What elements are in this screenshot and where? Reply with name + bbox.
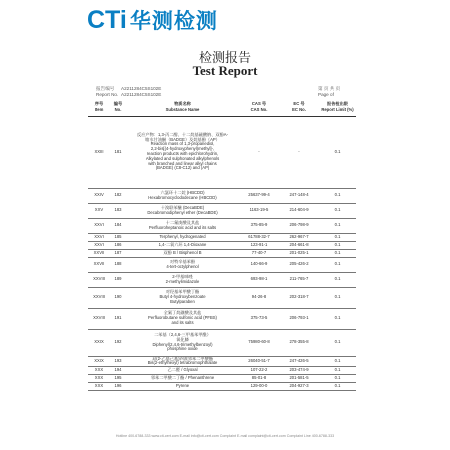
table-row bbox=[88, 329, 356, 356]
number-cell: 196 bbox=[110, 383, 126, 391]
cas-cell: 140-66-9 bbox=[239, 257, 279, 272]
limit-cell: 0.1 bbox=[319, 249, 356, 257]
substance-line: with branched and linear alkyl chains bbox=[148, 160, 217, 166]
substance-line: Perfluorobutane sulfonic acid (PFBS) bbox=[148, 315, 217, 321]
substance-cell bbox=[126, 287, 239, 308]
ec-cell: 262-967-7 bbox=[279, 233, 319, 241]
table-header-row bbox=[88, 98, 356, 116]
cas-cell: 75980-60-8 bbox=[239, 329, 279, 356]
item-cell: XXVIII bbox=[88, 272, 110, 287]
item-cell: XXVIII bbox=[88, 287, 110, 308]
substance-line: Reaction mass of 1,3-propanediol, bbox=[150, 141, 215, 147]
substance-line: Terphenyl, hydrogenated bbox=[159, 233, 206, 239]
page-number-block bbox=[318, 86, 340, 97]
page-label-cn: 第 页 bbox=[318, 86, 329, 91]
limit-cell: 0.1 bbox=[319, 375, 356, 383]
item-cell: XXVII bbox=[88, 249, 110, 257]
substance-line: Bis(2-ethylhexyl) tetrabromophthalate bbox=[147, 360, 218, 366]
table-row bbox=[88, 203, 356, 218]
number-cell: 192 bbox=[110, 329, 126, 356]
cas-cell: 85-01-8 bbox=[239, 375, 279, 383]
substance-line: 2-甲基咪唑 bbox=[172, 273, 193, 279]
number-cell: 190 bbox=[110, 287, 126, 308]
substance-cell bbox=[126, 367, 239, 375]
substance-line: 二苯基（2,4,6-三甲基苯甲酰） bbox=[154, 331, 211, 337]
table-row bbox=[88, 367, 356, 375]
ec-cell: 202-318-7 bbox=[279, 287, 319, 308]
item-cell: XXX bbox=[88, 367, 110, 375]
col-header-no: 编号 No. bbox=[110, 98, 126, 116]
limit-cell: 0.1 bbox=[319, 218, 356, 233]
report-number-label-en: Report No. bbox=[96, 92, 119, 97]
ec-cell: - bbox=[279, 116, 319, 188]
substance-line: 乙二醛 / Glyoxal bbox=[167, 367, 198, 373]
substance-cell bbox=[126, 241, 239, 249]
substance-cell bbox=[126, 116, 239, 188]
footer-contact: Hotline 400-6788-333 www.cti-cert.com E-mail info@cti-cert.com Complaint E-mail complaint@cti-cert.com Complaint Line 400-6788-333 bbox=[115, 434, 335, 438]
limit-cell: 0.1 bbox=[319, 383, 356, 391]
substance-cell bbox=[126, 257, 239, 272]
ec-cell: 247-426-5 bbox=[279, 356, 319, 367]
substance-cell bbox=[126, 329, 239, 356]
substance-cell bbox=[126, 375, 239, 383]
substance-line: 全氟丁烷磺酸及其盐 bbox=[163, 310, 202, 316]
substance-line: 六氯环十二烷 (HBCDD) bbox=[160, 189, 205, 195]
substance-cell bbox=[126, 218, 239, 233]
item-cell: XXVI bbox=[88, 241, 110, 249]
col-header-substance: 物质名称 Substance Name bbox=[126, 98, 239, 116]
cas-cell: 94-26-8 bbox=[239, 287, 279, 308]
ec-cell: 201-025-1 bbox=[279, 249, 319, 257]
number-cell: 186 bbox=[110, 241, 126, 249]
number-cell: 188 bbox=[110, 257, 126, 272]
ec-cell: 204-661-8 bbox=[279, 241, 319, 249]
cas-cell: 61788-32-7 bbox=[239, 233, 279, 241]
substance-line: 1,4-二氧六环 1,4-Dioxane bbox=[158, 241, 207, 247]
report-number-block bbox=[96, 86, 161, 97]
item-cell: XXX bbox=[88, 383, 110, 391]
limit-cell: 0.1 bbox=[319, 203, 356, 218]
substance-line: 缩水甘油醚（BADGE）及烷基酚（AP） bbox=[145, 136, 220, 142]
limit-cell: 0.1 bbox=[319, 367, 356, 375]
ec-cell: 211-765-7 bbox=[279, 272, 319, 287]
report-number-label-cn: 报告编号 bbox=[96, 86, 115, 91]
substance-line: 4-tert-octylphenol bbox=[166, 263, 199, 269]
report-title-chinese: 检测报告 bbox=[198, 51, 251, 66]
number-cell: 183 bbox=[110, 203, 126, 218]
substance-line: Perfluoroheptanoic acid and its salts bbox=[148, 224, 217, 230]
ec-cell: 204-927-3 bbox=[279, 383, 319, 391]
col-header-item: 序号 Item bbox=[88, 98, 110, 116]
cas-cell: 77-40-7 bbox=[239, 249, 279, 257]
substance-line: 反应产物：1,3-丙二醇、十二烷基硫酸钠、双酚A- bbox=[137, 131, 228, 137]
substance-line: 2,2-bis[(4-hydroxyphenyl)methyl]-, bbox=[150, 146, 215, 152]
item-cell: XXVIII bbox=[88, 308, 110, 329]
logo-mark: CTi bbox=[87, 5, 127, 34]
ec-cell: 206-793-1 bbox=[279, 308, 319, 329]
substance-line: reaction products with epichlorohydrin, bbox=[146, 151, 219, 156]
limit-cell: 0.1 bbox=[319, 308, 356, 329]
substance-line: 对羟基苯甲酸丁酯 bbox=[165, 289, 200, 295]
number-cell: 189 bbox=[110, 272, 126, 287]
table-row bbox=[88, 249, 356, 257]
substance-line: Decabromodiphenyl ether (DecaBDE) bbox=[147, 209, 218, 215]
limit-cell: 0.1 bbox=[319, 356, 356, 367]
limit-cell: 0.1 bbox=[319, 241, 356, 249]
substance-line: 2-methylimidazole bbox=[165, 278, 200, 284]
number-cell: 194 bbox=[110, 367, 126, 375]
substance-line: 十溴联苯醚 (DecaBDE) bbox=[160, 204, 205, 210]
table-row bbox=[88, 188, 356, 203]
item-cell: XXX bbox=[88, 375, 110, 383]
number-cell: 184 bbox=[110, 218, 126, 233]
substance-cell bbox=[126, 356, 239, 367]
item-cell: XXVI bbox=[88, 218, 110, 233]
ec-cell: 201-581-5 bbox=[279, 375, 319, 383]
company-logo bbox=[87, 7, 218, 33]
number-cell: 195 bbox=[110, 375, 126, 383]
page-of-cn: 共 页 bbox=[329, 86, 341, 91]
table-row bbox=[88, 308, 356, 329]
substance-line: Hexabromocyclododecane (HBCDD) bbox=[148, 194, 217, 200]
cas-cell: 25637-99-4 bbox=[239, 188, 279, 203]
limit-cell: 0.1 bbox=[319, 257, 356, 272]
table-row bbox=[88, 218, 356, 233]
ec-cell: 205-426-2 bbox=[279, 257, 319, 272]
limit-cell: 0.1 bbox=[319, 329, 356, 356]
table-row bbox=[88, 375, 356, 383]
ec-cell: 203-474-9 bbox=[279, 367, 319, 375]
substance-line: 邻苯二甲酸二丁酯 / Phenanthrene bbox=[150, 375, 215, 381]
substance-cell bbox=[126, 233, 239, 241]
substance-line: 对特辛基苯酚 bbox=[169, 258, 196, 264]
col-header-limit: 报告检出限 Report Limit (%) bbox=[319, 98, 356, 116]
table-row bbox=[88, 241, 356, 249]
cas-cell: - bbox=[239, 116, 279, 188]
substance-line: 氧化膦 bbox=[176, 336, 189, 342]
page-of-en: of bbox=[330, 92, 334, 97]
cas-cell: 1163-19-5 bbox=[239, 203, 279, 218]
number-cell: 187 bbox=[110, 249, 126, 257]
report-number-value-cn: A2211284C5S102E bbox=[121, 86, 162, 91]
report-title-english: Test Report bbox=[192, 63, 258, 78]
limit-cell: 0.1 bbox=[319, 233, 356, 241]
substance-cell bbox=[126, 188, 239, 203]
table-row bbox=[88, 287, 356, 308]
substance-line: Alkylated and sulphonated alkylphenols bbox=[145, 155, 220, 161]
number-cell: 185 bbox=[110, 233, 126, 241]
number-cell: 181 bbox=[110, 116, 126, 188]
col-header-ec: EC 号 EC No. bbox=[279, 98, 319, 116]
substance-line: 双酚 B / Bisphenol B bbox=[163, 249, 202, 255]
cas-cell: 375-73-5 bbox=[239, 308, 279, 329]
substance-line: 十二氟庚酸及其盐 bbox=[165, 219, 200, 225]
logo-chinese-name: 华测检测 bbox=[129, 9, 218, 33]
item-cell: XXIV bbox=[88, 188, 110, 203]
substance-cell bbox=[126, 203, 239, 218]
item-cell: XXIX bbox=[88, 329, 110, 356]
cas-cell: 693-98-1 bbox=[239, 272, 279, 287]
limit-cell: 0.1 bbox=[319, 272, 356, 287]
substance-line: 双(2-乙基己基)四溴邻苯二甲酸酯 bbox=[152, 356, 213, 361]
number-cell: 193 bbox=[110, 356, 126, 367]
ec-cell: 214-604-9 bbox=[279, 203, 319, 218]
substance-cell bbox=[126, 308, 239, 329]
substance-line: Butyl 4-hydroxybenzoate bbox=[159, 294, 206, 300]
limit-cell: 0.1 bbox=[319, 287, 356, 308]
limit-cell: 0.1 bbox=[319, 116, 356, 188]
cas-cell: 123-91-1 bbox=[239, 241, 279, 249]
substance-cell bbox=[126, 272, 239, 287]
substance-line: (BADGE) (C8-C12) and (AP) bbox=[155, 165, 210, 171]
table-row bbox=[88, 116, 356, 188]
number-cell: 191 bbox=[110, 308, 126, 329]
item-cell: XXVI bbox=[88, 233, 110, 241]
item-cell: XXV bbox=[88, 203, 110, 218]
substance-line: phosphine oxide bbox=[167, 346, 198, 352]
page-label-en: Page bbox=[318, 92, 329, 97]
substance-line: Pyrene bbox=[175, 383, 190, 389]
ec-cell: 247-148-4 bbox=[279, 188, 319, 203]
cas-cell: 375-85-9 bbox=[239, 218, 279, 233]
cas-cell: 107-22-2 bbox=[239, 367, 279, 375]
ec-cell: 278-355-8 bbox=[279, 329, 319, 356]
substance-line: Butylparaben bbox=[170, 298, 195, 304]
substance-line: and its salts bbox=[171, 319, 194, 325]
table-row bbox=[88, 257, 356, 272]
table-row bbox=[88, 383, 356, 391]
table-row bbox=[88, 233, 356, 241]
table-row bbox=[88, 356, 356, 367]
limit-cell: 0.1 bbox=[319, 188, 356, 203]
report-number-value-en: A2211284C5S102E bbox=[121, 92, 162, 97]
col-header-cas: CAS 号 CAS No. bbox=[239, 98, 279, 116]
substance-cell bbox=[126, 383, 239, 391]
ec-cell: 206-798-9 bbox=[279, 218, 319, 233]
cas-cell: 26040-51-7 bbox=[239, 356, 279, 367]
table-row bbox=[88, 272, 356, 287]
results-table bbox=[88, 98, 356, 391]
cas-cell: 129-00-0 bbox=[239, 383, 279, 391]
item-cell: XXIII bbox=[88, 116, 110, 188]
number-cell: 182 bbox=[110, 188, 126, 203]
item-cell: XXIX bbox=[88, 356, 110, 367]
substance-cell bbox=[126, 249, 239, 257]
item-cell: XXVII bbox=[88, 257, 110, 272]
substance-line: Diphenyl(2,4,6-trimethylbenzoyl) bbox=[152, 341, 213, 347]
